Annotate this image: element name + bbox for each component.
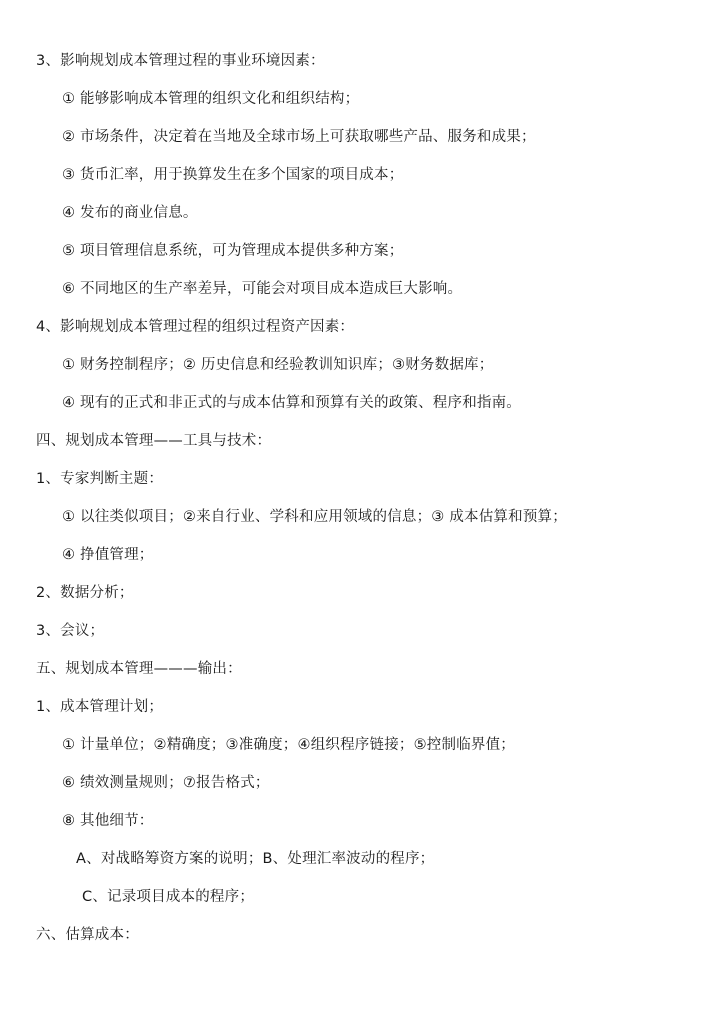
- list-item: ⑧ 其他细节：: [62, 813, 154, 829]
- section-heading-meetings: 3、会议；: [36, 623, 105, 639]
- list-item: ④ 挣值管理；: [62, 547, 154, 563]
- section-heading-process-assets: 4、影响规划成本管理过程的组织过程资产因素：: [36, 319, 355, 335]
- chapter-heading-tools-techniques: 四、规划成本管理——工具与技术：: [36, 433, 272, 449]
- list-item: ③ 货币汇率，用于换算发生在多个国家的项目成本；: [62, 167, 404, 183]
- chapter-heading-estimate-costs: 六、估算成本：: [36, 927, 139, 943]
- list-item: ⑤ 项目管理信息系统，可为管理成本提供多种方案；: [62, 243, 404, 259]
- list-item: ① 能够影响成本管理的组织文化和组织结构；: [62, 91, 360, 107]
- sub-list-item: C、记录项目成本的程序；: [82, 889, 255, 905]
- sub-list-item: A、对战略筹资方案的说明；B、处理汇率波动的程序；: [76, 851, 435, 867]
- section-heading-expert-judgment: 1、专家判断主题：: [36, 471, 164, 487]
- list-item: ① 计量单位；②精确度；③准确度；④组织程序链接；⑤控制临界值；: [62, 737, 516, 753]
- list-item: ② 市场条件，决定着在当地及全球市场上可获取哪些产品、服务和成果；: [62, 129, 536, 145]
- list-item: ⑥ 绩效测量规则；⑦报告格式；: [62, 775, 270, 791]
- list-item: ④ 发布的商业信息。: [62, 205, 198, 221]
- section-heading-data-analysis: 2、数据分析；: [36, 585, 134, 601]
- list-item: ① 财务控制程序；② 历史信息和经验教训知识库；③财务数据库；: [62, 357, 494, 373]
- chapter-heading-outputs: 五、规划成本管理———输出：: [36, 661, 242, 677]
- list-item: ④ 现有的正式和非正式的与成本估算和预算有关的政策、程序和指南。: [62, 395, 522, 411]
- list-item: ⑥ 不同地区的生产率差异，可能会对项目成本造成巨大影响。: [62, 281, 463, 297]
- list-item: ① 以往类似项目；②来自行业、学科和应用领域的信息；③ 成本估算和预算；: [62, 509, 567, 525]
- section-heading-enterprise-factors: 3、影响规划成本管理过程的事业环境因素：: [36, 53, 325, 69]
- section-heading-cost-plan: 1、成本管理计划；: [36, 699, 164, 715]
